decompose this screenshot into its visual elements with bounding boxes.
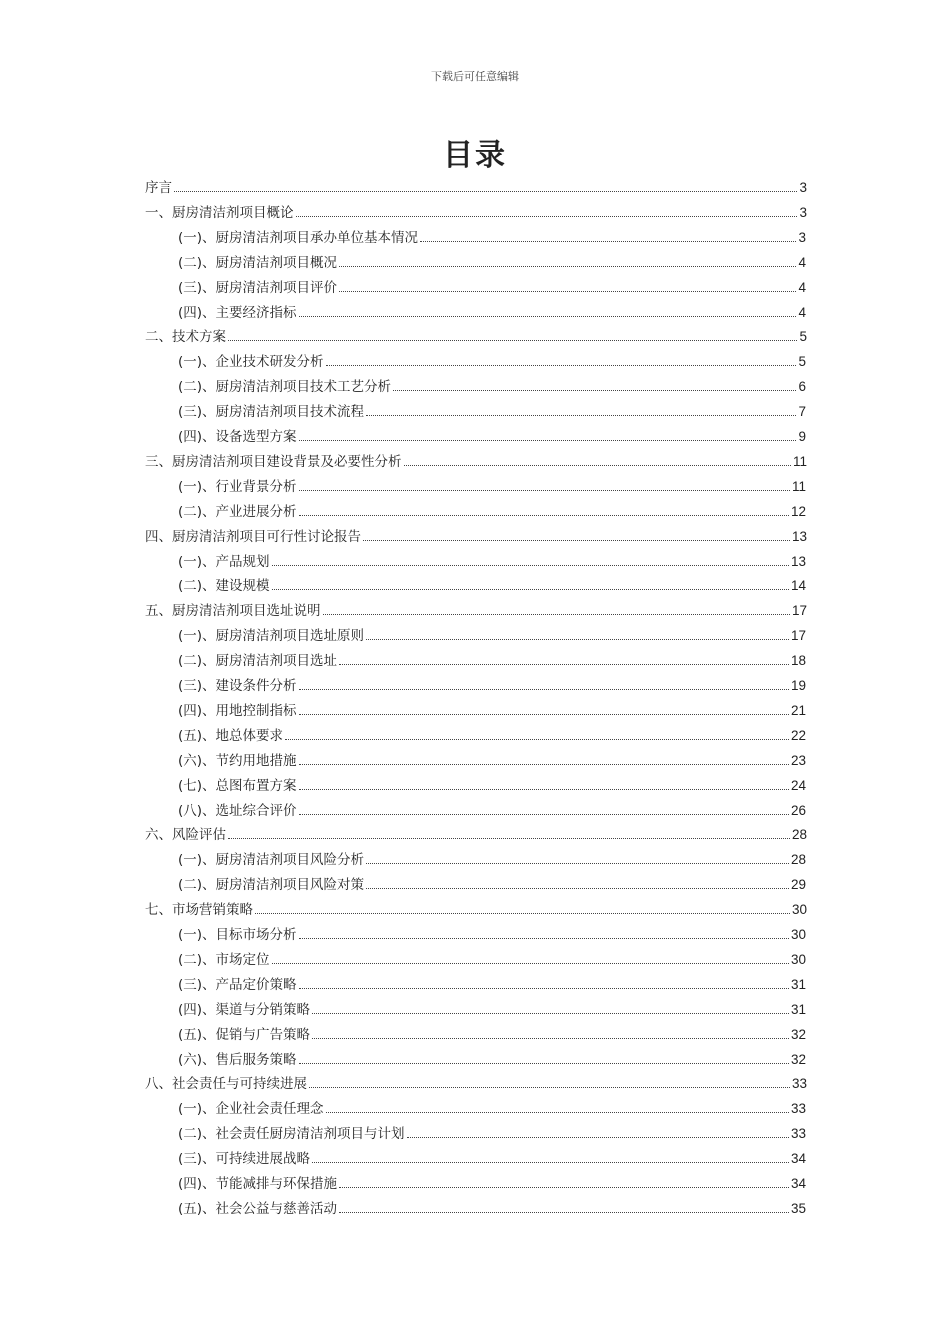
toc-entry-page-number: 19 xyxy=(790,678,806,693)
toc-dot-leader xyxy=(299,977,789,989)
toc-entry-page-number: 28 xyxy=(790,852,806,868)
toc-dot-leader xyxy=(339,255,796,267)
toc-dot-leader xyxy=(285,728,789,740)
toc-dot-leader xyxy=(299,479,790,491)
toc-dot-leader xyxy=(299,703,789,715)
toc-entry[interactable] xyxy=(178,550,806,575)
toc-entry-page-number: 33 xyxy=(790,1101,806,1117)
toc-entry-label: 一、厨房清洁剂项目概论 xyxy=(145,204,294,221)
toc-dot-leader xyxy=(420,230,796,242)
toc-dot-leader xyxy=(326,1101,789,1113)
toc-entry-label: (八)、选址综合评价 xyxy=(178,802,297,819)
toc-entry[interactable] xyxy=(145,450,807,475)
toc-dot-leader xyxy=(228,827,790,839)
toc-entry-label: (三)、可持续进展战略 xyxy=(178,1151,311,1168)
toc-dot-leader xyxy=(339,1176,789,1188)
toc-entry-label: (五)、地总体要求 xyxy=(178,727,284,744)
toc-entry-label: 序言 xyxy=(145,180,172,196)
toc-entry-label: (六)、售后服务策略 xyxy=(178,1051,297,1068)
toc-entry[interactable] xyxy=(178,1048,806,1073)
toc-dot-leader xyxy=(407,1126,789,1138)
toc-dot-leader xyxy=(228,329,797,341)
toc-dot-leader xyxy=(299,927,789,939)
toc-entry[interactable] xyxy=(145,898,807,923)
toc-entry-page-number: 9 xyxy=(798,429,806,444)
toc-entry-page-number: 21 xyxy=(790,702,806,718)
toc-dot-leader xyxy=(296,205,798,217)
toc-entry-label: (二)、厨房清洁剂项目风险对策 xyxy=(178,877,365,894)
toc-dot-leader xyxy=(366,628,789,640)
toc-entry-label: 七、市场营销策略 xyxy=(145,902,253,919)
toc-entry-label: (三)、产品定价策略 xyxy=(178,976,297,993)
toc-dot-leader xyxy=(326,354,796,366)
toc-dot-leader xyxy=(272,578,789,590)
toc-entry-page-number: 3 xyxy=(799,180,807,195)
toc-entry-label: (一)、厨房清洁剂项目选址原则 xyxy=(178,628,365,645)
toc-dot-leader xyxy=(299,504,789,516)
toc-entry-label: (六)、节约用地措施 xyxy=(178,752,297,769)
toc-entry-page-number: 13 xyxy=(791,528,807,544)
toc-dot-leader xyxy=(339,1201,789,1213)
toc-dot-leader xyxy=(404,454,791,466)
toc-entry[interactable] xyxy=(178,948,806,973)
toc-entry-label: 二、技术方案 xyxy=(145,329,226,346)
toc-entry[interactable] xyxy=(178,251,806,276)
toc-entry-page-number: 5 xyxy=(799,329,807,345)
toc-entry[interactable] xyxy=(145,325,807,350)
toc-entry[interactable] xyxy=(178,276,806,301)
toc-entry-page-number: 24 xyxy=(790,777,806,793)
toc-entry-page-number: 14 xyxy=(790,578,806,594)
toc-entry[interactable] xyxy=(178,749,806,774)
toc-entry-label: (二)、厨房清洁剂项目选址 xyxy=(178,653,338,670)
toc-entry[interactable] xyxy=(178,774,806,799)
toc-entry-page-number: 12 xyxy=(790,503,806,519)
toc-entry[interactable] xyxy=(178,1122,806,1147)
toc-entry-label: (一)、厨房清洁剂项目风险分析 xyxy=(178,852,365,869)
toc-dot-leader xyxy=(299,305,796,317)
toc-entry-page-number: 34 xyxy=(790,1176,806,1191)
toc-entry-page-number: 33 xyxy=(790,1126,806,1142)
toc-entry-page-number: 30 xyxy=(791,902,807,918)
toc-entry[interactable] xyxy=(145,823,807,848)
toc-dot-leader xyxy=(312,1151,789,1163)
toc-entry-page-number: 33 xyxy=(791,1076,807,1092)
toc-entry[interactable] xyxy=(145,1072,807,1097)
toc-entry[interactable] xyxy=(178,226,806,251)
toc-entry-label: 五、厨房清洁剂项目选址说明 xyxy=(145,603,321,620)
toc-dot-leader xyxy=(323,603,790,615)
toc-entry[interactable] xyxy=(178,1197,806,1222)
toc-dot-leader xyxy=(366,852,789,864)
toc-dot-leader xyxy=(339,280,796,292)
toc-entry-page-number: 29 xyxy=(790,877,806,893)
toc-entry-page-number: 28 xyxy=(791,827,807,843)
toc-entry-label: (一)、产品规划 xyxy=(178,553,270,570)
toc-dot-leader xyxy=(309,1076,790,1088)
toc-entry[interactable] xyxy=(178,475,806,500)
toc-entry-page-number: 5 xyxy=(798,354,806,370)
toc-entry[interactable] xyxy=(178,400,806,425)
toc-dot-leader xyxy=(174,180,797,192)
toc-entry-page-number: 11 xyxy=(792,453,807,469)
toc-dot-leader xyxy=(299,778,789,790)
toc-entry-page-number: 4 xyxy=(798,279,806,295)
toc-entry[interactable] xyxy=(178,624,806,649)
toc-entry-label: (三)、厨房清洁剂项目技术流程 xyxy=(178,404,365,421)
toc-entry-label: (四)、节能减排与环保措施 xyxy=(178,1176,338,1192)
toc-entry[interactable] xyxy=(178,923,806,948)
toc-entry[interactable] xyxy=(178,301,806,326)
toc-entry[interactable] xyxy=(145,201,807,226)
toc-entry-label: 八、社会责任与可持续进展 xyxy=(145,1076,307,1093)
toc-entry-page-number: 34 xyxy=(790,1151,806,1167)
toc-dot-leader xyxy=(299,678,789,690)
toc-entry[interactable] xyxy=(178,848,806,873)
toc-entry[interactable] xyxy=(145,599,807,624)
header-note: 下载后可任意编辑 xyxy=(431,70,519,83)
page-title: 目录 xyxy=(443,138,507,173)
toc-dot-leader xyxy=(299,803,789,815)
toc-entry-label: (一)、企业社会责任理念 xyxy=(178,1101,324,1118)
toc-entry-page-number: 13 xyxy=(790,553,806,569)
toc-entry-page-number: 23 xyxy=(790,752,806,768)
toc-entry-page-number: 35 xyxy=(790,1200,806,1216)
toc-entry-label: (一)、目标市场分析 xyxy=(178,927,297,943)
toc-entry-label: (一)、企业技术研发分析 xyxy=(178,354,324,371)
toc-dot-leader xyxy=(299,753,789,765)
toc-entry-page-number: 31 xyxy=(790,976,806,992)
toc-entry[interactable] xyxy=(178,699,806,724)
toc-entry-label: (二)、厨房清洁剂项目概况 xyxy=(178,254,338,271)
toc-entry-label: 三、厨房清洁剂项目建设背景及必要性分析 xyxy=(145,453,402,470)
toc-entry[interactable] xyxy=(178,1097,806,1122)
toc-dot-leader xyxy=(363,529,790,541)
toc-entry-label: (五)、促销与广告策略 xyxy=(178,1026,311,1043)
toc-entry-label: 四、厨房清洁剂项目可行性讨论报告 xyxy=(145,528,361,545)
toc-entry-label: (三)、建设条件分析 xyxy=(178,678,297,694)
toc-entry[interactable] xyxy=(178,873,806,898)
toc-entry-page-number: 30 xyxy=(790,927,806,942)
toc-entry[interactable] xyxy=(178,1023,806,1048)
toc-entry-label: (一)、行业背景分析 xyxy=(178,478,297,495)
toc-entry[interactable] xyxy=(145,176,807,201)
toc-entry-page-number: 3 xyxy=(798,229,806,245)
toc-entry[interactable] xyxy=(178,1147,806,1172)
toc-entry-label: (二)、社会责任厨房清洁剂项目与计划 xyxy=(178,1126,405,1143)
toc-entry-page-number: 32 xyxy=(790,1026,806,1042)
toc-entry[interactable] xyxy=(178,375,806,400)
toc-entry-page-number: 6 xyxy=(798,379,806,395)
toc-dot-leader xyxy=(366,877,789,889)
toc-dot-leader xyxy=(299,1052,789,1064)
toc-entry-page-number: 17 xyxy=(791,603,807,619)
toc-entry[interactable] xyxy=(178,799,806,824)
toc-entry-page-number: 17 xyxy=(790,628,806,644)
toc-entry[interactable] xyxy=(178,425,806,450)
toc-entry-page-number: 22 xyxy=(790,727,806,743)
toc-entry-label: (二)、市场定位 xyxy=(178,951,270,968)
toc-entry-label: (二)、产业进展分析 xyxy=(178,503,297,520)
toc-entry-page-number: 3 xyxy=(799,204,807,220)
toc-entry-page-number: 4 xyxy=(798,254,806,270)
toc-entry-label: (七)、总图布置方案 xyxy=(178,777,297,794)
toc-entry-label: (二)、厨房清洁剂项目技术工艺分析 xyxy=(178,379,392,396)
toc-entry[interactable] xyxy=(178,649,806,674)
toc-entry-page-number: 32 xyxy=(790,1051,806,1067)
toc-entry-label: (一)、厨房清洁剂项目承办单位基本情况 xyxy=(178,229,419,246)
toc-entry[interactable] xyxy=(178,350,806,375)
toc-entry-label: (二)、建设规模 xyxy=(178,578,270,595)
toc-entry-label: (四)、渠道与分销策略 xyxy=(178,1001,311,1018)
toc-entry[interactable] xyxy=(178,500,806,525)
toc-entry-page-number: 30 xyxy=(790,951,806,967)
toc-entry[interactable] xyxy=(145,525,807,550)
toc-entry-label: (四)、主要经济指标 xyxy=(178,304,297,321)
toc-entry-page-number: 4 xyxy=(798,304,806,320)
toc-dot-leader xyxy=(339,653,789,665)
toc-entry[interactable] xyxy=(178,674,806,699)
toc-entry-label: (四)、设备选型方案 xyxy=(178,429,297,445)
toc-entry-page-number: 18 xyxy=(790,653,806,669)
toc-entry[interactable] xyxy=(178,973,806,998)
toc-dot-leader xyxy=(272,554,789,566)
toc-entry-page-number: 7 xyxy=(798,404,806,420)
toc-dot-leader xyxy=(366,404,796,416)
toc-entry[interactable] xyxy=(178,1172,806,1197)
toc-dot-leader xyxy=(312,1002,789,1014)
toc-entry-label: (四)、用地控制指标 xyxy=(178,702,297,719)
toc-dot-leader xyxy=(299,429,796,441)
toc-dot-leader xyxy=(272,952,789,964)
toc-entry-label: (五)、社会公益与慈善活动 xyxy=(178,1200,338,1217)
toc-dot-leader xyxy=(393,379,796,391)
toc-entry[interactable] xyxy=(178,724,806,749)
toc-dot-leader xyxy=(255,902,790,914)
toc-entry-label: (三)、厨房清洁剂项目评价 xyxy=(178,279,338,296)
toc-dot-leader xyxy=(312,1027,789,1039)
toc-entry-label: 六、风险评估 xyxy=(145,827,226,844)
toc-entry[interactable] xyxy=(178,998,806,1023)
toc-entry-page-number: 11 xyxy=(791,478,806,494)
toc-entry[interactable] xyxy=(178,574,806,599)
toc-entry-page-number: 26 xyxy=(790,802,806,818)
toc-entry-page-number: 31 xyxy=(790,1001,806,1017)
